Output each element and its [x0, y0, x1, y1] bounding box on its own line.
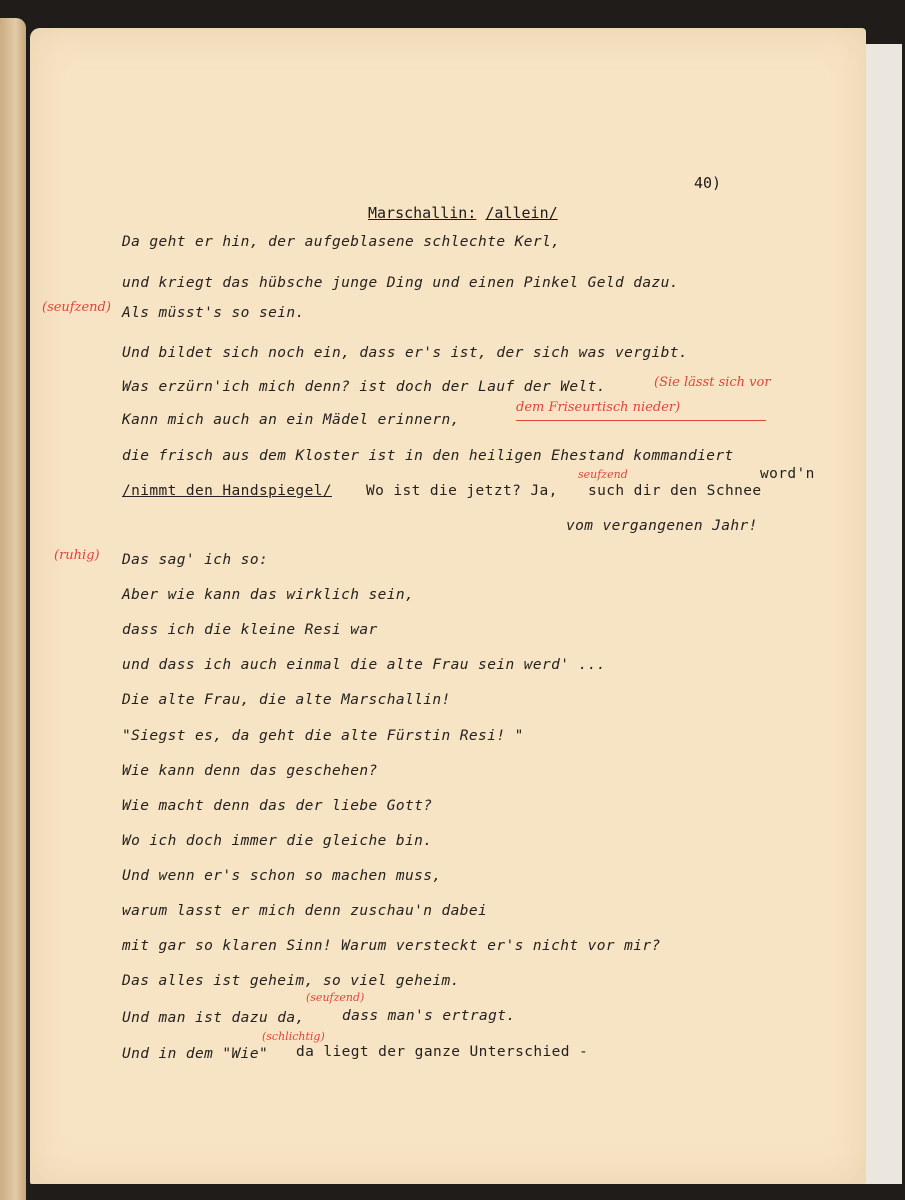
- annotation-seufzend-margin: (seufzend): [42, 300, 111, 315]
- text-line: Wie kann denn das geschehen?: [122, 763, 378, 779]
- speaker-name: Marschallin:: [368, 204, 477, 222]
- text-line: Aber wie kann das wirklich sein,: [122, 587, 415, 603]
- text-line: warum lasst er mich denn zuschau'n dabei: [122, 903, 488, 919]
- annotation-ruhig: (ruhig): [54, 548, 100, 563]
- text-line: und dass ich auch einmal die alte Frau sein werd' ...: [122, 657, 606, 673]
- text-line: Wie macht denn das der liebe Gott?: [122, 798, 433, 814]
- annotation-seufzend-ja: seufzend: [578, 468, 628, 481]
- text-line: Kann mich auch an ein Mädel erinnern,: [122, 412, 460, 428]
- annotation-stage-note-1: (Sie lässt sich vor: [654, 375, 771, 390]
- annotation-underline: [516, 420, 766, 421]
- text-line: und kriegt das hübsche junge Ding und einen Pinkel Geld dazu.: [122, 275, 679, 291]
- text-line: die frisch aus dem Kloster ist in den heiligen Ehestand kommandiert: [122, 448, 734, 464]
- text-line: Was erzürn'ich mich denn? ist doch der Lauf der Welt.: [122, 379, 606, 395]
- speaker-heading: [368, 204, 558, 222]
- text-line: vom vergangenen Jahr!: [566, 518, 758, 534]
- page-number: 40): [694, 174, 722, 192]
- text-line: "Siegst es, da geht die alte Fürstin Resi! ": [122, 728, 524, 744]
- text-line: such dir den Schnee: [588, 483, 762, 499]
- text-line: da liegt der ganze Unterschied -: [296, 1044, 589, 1060]
- text-line: Und in dem "Wie": [122, 1046, 269, 1062]
- text-line: Wo ist die jetzt? Ja,: [366, 483, 558, 499]
- document-page: [30, 28, 866, 1184]
- text-line: Das alles ist geheim, so viel geheim.: [122, 973, 460, 989]
- text-line: dass man's ertragt.: [342, 1008, 516, 1024]
- text-line: Und wenn er's schon so machen muss,: [122, 868, 442, 884]
- text-line: mit gar so klaren Sinn! Warum versteckt er's nicht vor mir?: [122, 938, 661, 954]
- text-line: dass ich die kleine Resi war: [122, 622, 378, 638]
- left-page-edge: [0, 18, 26, 1200]
- text-line: word'n: [760, 466, 815, 482]
- annotation-seufzend-da: (seufzend): [306, 991, 365, 1004]
- annotation-stage-note-2: dem Friseurtisch nieder): [516, 400, 681, 415]
- text-line: Die alte Frau, die alte Marschallin!: [122, 692, 451, 708]
- text-line: Und bildet sich noch ein, dass er's ist, der sich was vergibt.: [122, 345, 689, 361]
- text-line: Das sag' ich so:: [122, 552, 269, 568]
- annotation-schlicht: (schlichtig): [262, 1030, 325, 1043]
- text-line: Da geht er hin, der aufgeblasene schlechte Kerl,: [122, 234, 561, 250]
- text-line: Und man ist dazu da,: [122, 1010, 305, 1026]
- text-line: Als müsst's so sein.: [122, 305, 305, 321]
- text-line: Wo ich doch immer die gleiche bin.: [122, 833, 433, 849]
- speaker-direction: /allein/: [485, 204, 558, 222]
- stage-direction-handspiegel: /nimmt den Handspiegel/: [122, 483, 332, 499]
